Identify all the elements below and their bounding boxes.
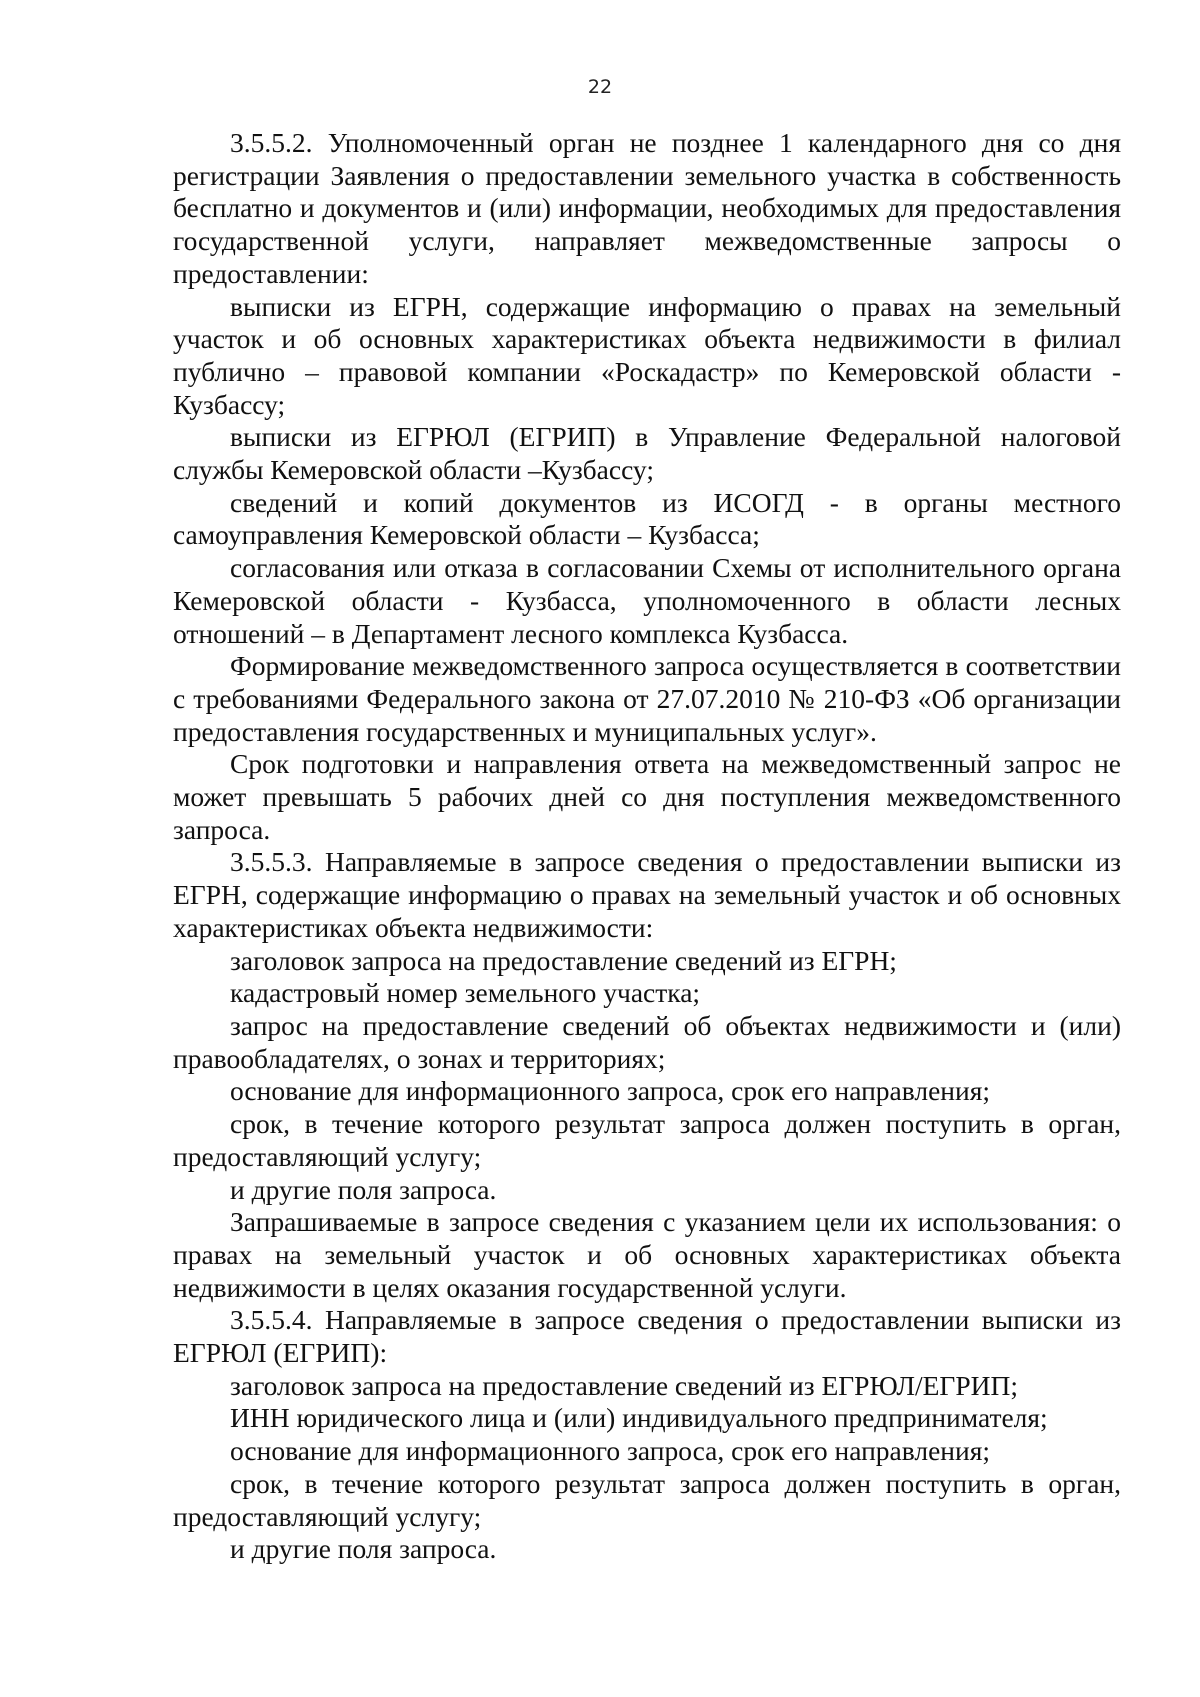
list-item-egrul-extract: выписки из ЕГРЮЛ (ЕГРИП) в Управление Федеральной налоговой службы Кемеровской области –Кузбассу;	[173, 421, 1121, 486]
paragraph-response-deadline: Срок подготовки и направления ответа на межведомственный запрос не может превышать 5 рабочих дней со дня поступления межведомственного запроса.	[173, 748, 1121, 845]
list-item-scheme-approval: согласования или отказа в согласовании Схемы от исполнительного органа Кемеровской области - Кузбасса, уполномоченного в области лесных отношений – в Департамент лесного комплекса Кузбасса.	[173, 552, 1121, 649]
list-item-egrn-request-title: заголовок запроса на предоставление сведений из ЕГРН;	[230, 944, 897, 976]
list-item-egrn-extract: выписки из ЕГРН, содержащие информацию о правах на земельный участок и об основных характеристиках объекта недвижимости в филиал публично – правовой компании «Роскадастр» по Кемеровской области - Кузбассу;	[173, 290, 1121, 420]
paragraph-3-5-5-3: 3.5.5.3. Направляемые в запросе сведения о предоставлении выписки из ЕГРН, содержащие информацию о правах на земельный участок и об основных характеристиках объекта недвижимости:	[173, 846, 1121, 943]
page-number: 22	[587, 76, 613, 98]
list-item-inn: ИНН юридического лица и (или) индивидуального предпринимателя;	[230, 1402, 1048, 1434]
document-body	[173, 127, 1121, 1566]
paragraph-request-formation: Формирование межведомственного запроса осуществляется в соответствии с требованиями Федерального закона от 27.07.2010 № 210-ФЗ «Об организации предоставления государственных и муниципальных услуг».	[173, 650, 1121, 747]
list-item-cadastral-number: кадастровый номер земельного участка;	[230, 977, 701, 1009]
list-item-other-fields-2: и другие поля запроса.	[230, 1533, 497, 1565]
paragraph-requested-info-purpose: Запрашиваемые в запросе сведения с указанием цели их использования: о правах на земельный участок и об основных характеристиках объекта недвижимости в целях оказания государственной услуги.	[173, 1206, 1121, 1303]
list-item-request-basis: основание для информационного запроса, срок его направления;	[230, 1075, 991, 1107]
list-item-isogd-info: сведений и копий документов из ИСОГД - в органы местного самоуправления Кемеровской области – Кузбасса;	[173, 486, 1121, 551]
list-item-egrul-request-title: заголовок запроса на предоставление сведений из ЕГРЮЛ/ЕГРИП;	[230, 1369, 1018, 1401]
paragraph-3-5-5-4: 3.5.5.4. Направляемые в запросе сведения о предоставлении выписки из ЕГРЮЛ (ЕГРИП):	[173, 1304, 1121, 1369]
paragraph-3-5-5-2: 3.5.5.2. Уполномоченный орган не позднее 1 календарного дня со дня регистрации Заявления о предоставлении земельного участка в собственность бесплатно и документов и (или) информации, необходимых для предоставления государственной услуги, направляет межведомственные запросы о предоставлении:	[173, 127, 1121, 289]
list-item-realty-request: запрос на предоставление сведений об объектах недвижимости и (или) правообладателях, о зонах и территориях;	[173, 1009, 1121, 1074]
list-item-result-deadline: срок, в течение которого результат запроса должен поступить в орган, предоставляющий услугу;	[173, 1108, 1121, 1172]
list-item-other-fields: и другие поля запроса.	[230, 1173, 497, 1205]
list-item-request-basis-2: основание для информационного запроса, срок его направления;	[230, 1435, 991, 1467]
list-item-result-deadline-2: срок, в течение которого результат запроса должен поступить в орган, предоставляющий услугу;	[173, 1467, 1121, 1532]
